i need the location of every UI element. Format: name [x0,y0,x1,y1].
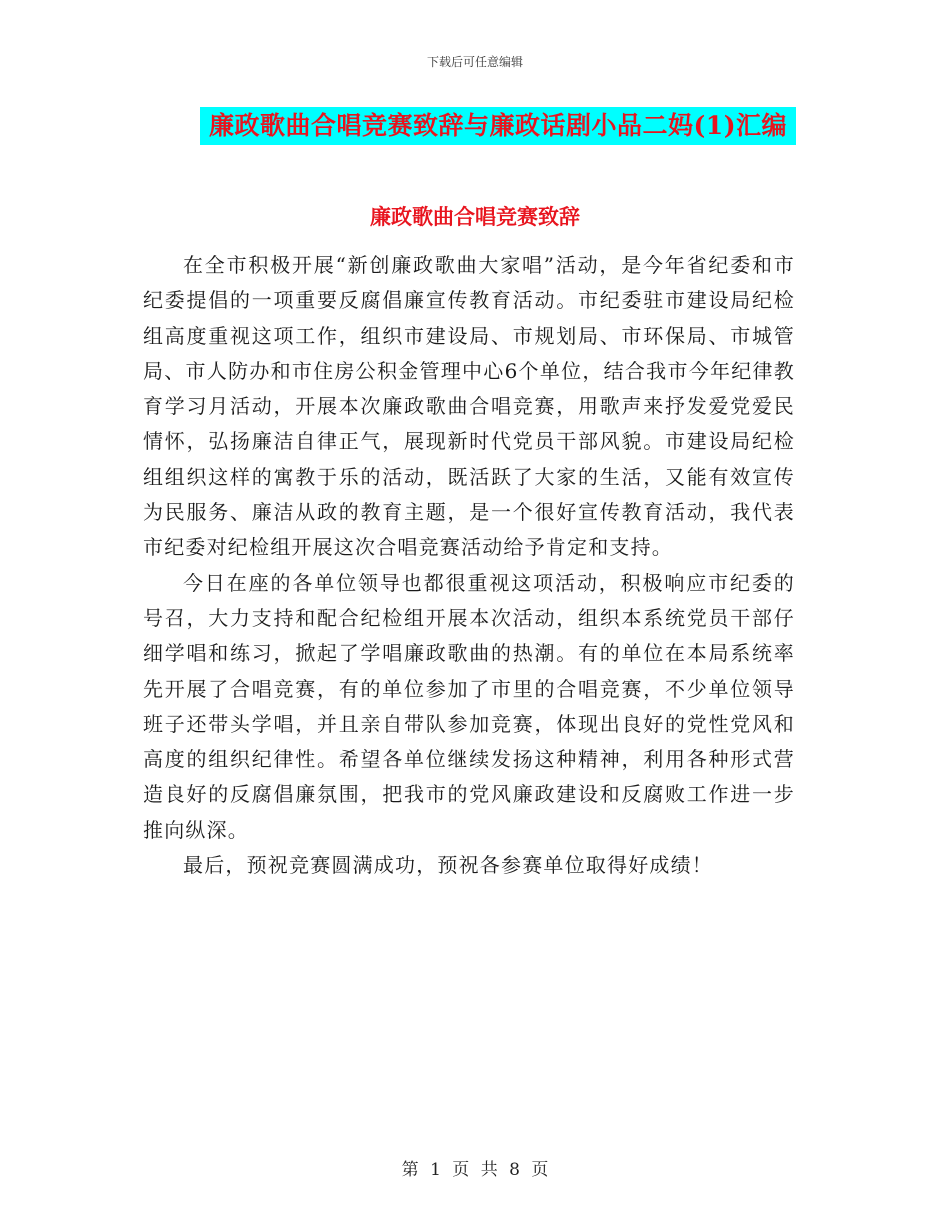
paragraph: 今日在座的各单位领导也都很重视这项活动，积极响应市纪委的号召，大力支持和配合纪检组开展本次活动，组织本系统党员干部仔细学唱和练习，掀起了学唱廉政歌曲的热潮。有的单位在本局系统率先开展了合唱竞赛，有的单位参加了市里的合唱竞赛，不少单位领导班子还带头学唱，并且亲自带队参加竞赛，体现出良好的党性党风和高度的组织纪律性。希望各单位继续发扬这种精神，利用各种形式营造良好的反腐倡廉氛围，把我市的党风廉政建设和反腐败工作进一步推向纵深。 [143,570,795,842]
body-text [143,248,795,883]
paragraph: 在全市积极开展“新创廉政歌曲大家唱”活动，是今年省纪委和市纪委提倡的一项重要反腐倡廉宣传教育活动。市纪委驻市建设局纪检组高度重视这项工作，组织市建设局、市规划局、市环保局、市城管局、市人防办和市住房公积金管理中心6个单位，结合我市今年纪律教育学习月活动，开展本次廉政歌曲合唱竞赛，用歌声来抒发爱党爱民情怀，弘扬廉洁自律正气，展现新时代党员干部风貌。市建设局纪检组组织这样的寓教于乐的活动，既活跃了大家的生活，又能有效宣传为民服务、廉洁从政的教育主题，是一个很好宣传教育活动，我代表市纪委对纪检组开展这次合唱竞赛活动给予肯定和支持。 [143,253,795,560]
section-title: 廉政歌曲合唱竞赛致辞 [370,204,580,229]
page-number: 第 1 页 共 8 页 [401,1160,549,1180]
paragraph: 最后，预祝竞赛圆满成功，预祝各参赛单位取得好成绩！ [183,853,713,878]
header-note: 下载后可任意编辑 [426,55,523,69]
document-title: 廉政歌曲合唱竞赛致辞与廉政话剧小品二妈(1)汇编 [208,111,788,140]
